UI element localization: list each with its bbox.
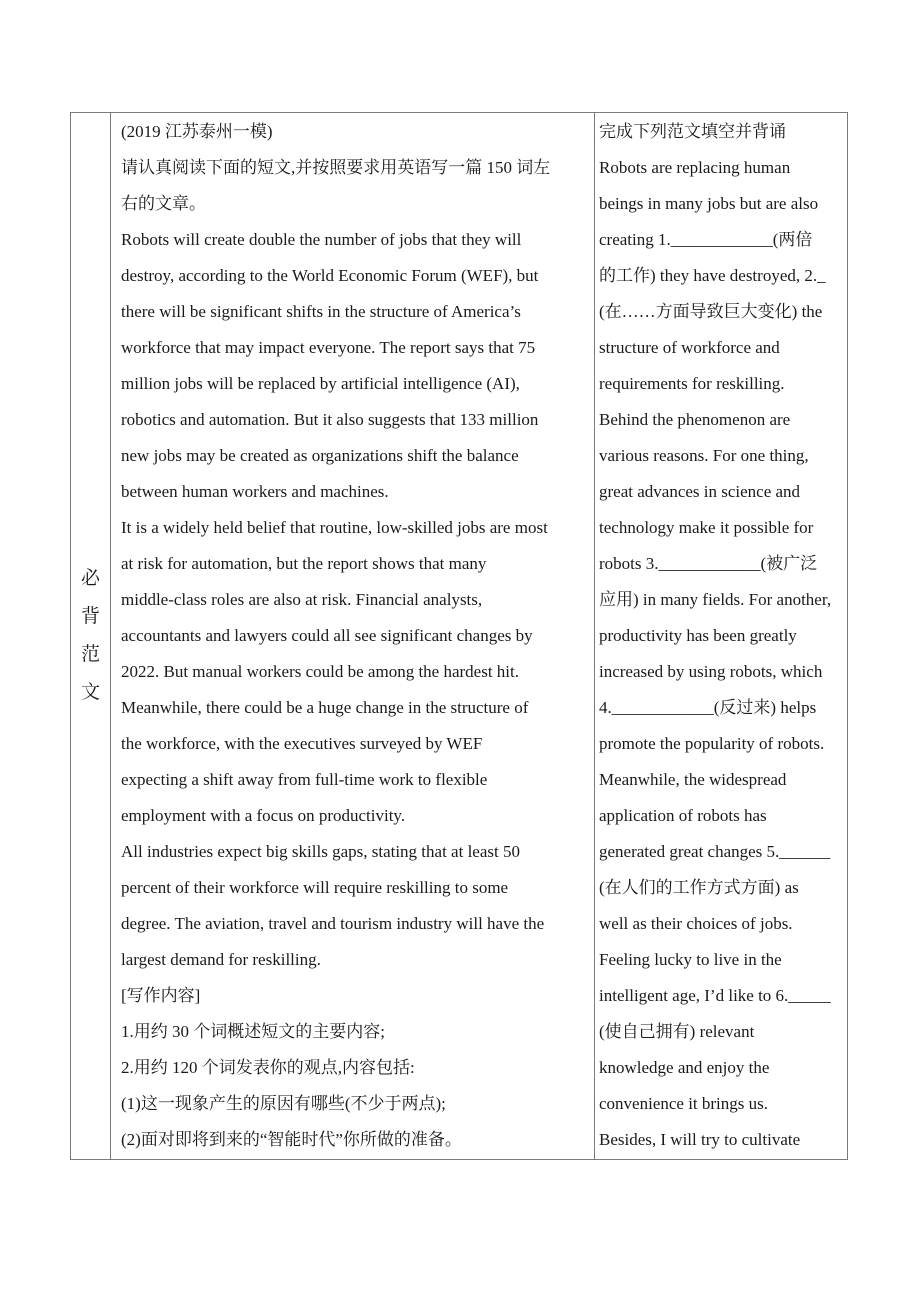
text-line: various reasons. For one thing, bbox=[599, 446, 809, 465]
row-header-char: 背 bbox=[80, 606, 100, 627]
text-line: robotics and automation. But it also suggests that 133 million bbox=[121, 410, 539, 429]
text-line: accountants and lawyers could all see significant changes by bbox=[121, 626, 533, 645]
text-line: Robots are replacing human bbox=[599, 158, 791, 177]
row-header-char: 必 bbox=[80, 568, 100, 589]
text-line: increased by using robots, which bbox=[599, 662, 823, 681]
text-line: robots 3.____________(被广泛 bbox=[599, 554, 818, 573]
text-line: new jobs may be created as organizations shift the balance bbox=[121, 446, 519, 465]
text-line: 应用) in many fields. For another, bbox=[599, 590, 832, 609]
text-line: [写作内容] bbox=[121, 986, 201, 1005]
text-line: promote the popularity of robots. bbox=[599, 734, 825, 753]
text-line: intelligent age, I’d like to 6._____ bbox=[599, 986, 831, 1005]
text-line: convenience it brings us. bbox=[599, 1094, 769, 1113]
text-line: knowledge and enjoy the bbox=[599, 1058, 770, 1077]
text-line: (在人们的工作方式方面) as bbox=[599, 878, 799, 897]
text-line: 4.____________(反过来) helps bbox=[599, 698, 817, 717]
text-line: million jobs will be replaced by artificial intelligence (AI), bbox=[121, 374, 520, 393]
text-line: 2.用约 120 个词发表你的观点,内容包括: bbox=[121, 1058, 415, 1077]
text-line: at risk for automation, but the report shows that many bbox=[121, 554, 487, 573]
text-line: destroy, according to the World Economic Forum (WEF), but bbox=[121, 266, 539, 285]
text-line: 请认真阅读下面的短文,并按照要求用英语写一篇 150 词左 bbox=[121, 158, 551, 177]
text-line: largest demand for reskilling. bbox=[121, 950, 321, 969]
writing-task-cell bbox=[111, 113, 595, 1159]
exercise-table bbox=[70, 112, 848, 1160]
text-line: (使自己拥有) relevant bbox=[599, 1022, 755, 1041]
text-line: It is a widely held belief that routine, low-skilled jobs are most bbox=[121, 518, 548, 537]
text-line: great advances in science and bbox=[599, 482, 801, 501]
row-header-char: 文 bbox=[80, 682, 100, 703]
text-line: workforce that may impact everyone. The report says that 75 bbox=[121, 338, 536, 357]
text-line: 的工作) they have destroyed, 2._ bbox=[599, 266, 826, 285]
text-line: there will be significant shifts in the structure of America’s bbox=[121, 302, 521, 321]
text-line: degree. The aviation, travel and tourism industry will have the bbox=[121, 914, 545, 933]
text-line: 2022. But manual workers could be among the hardest hit. bbox=[121, 662, 519, 681]
text-line: (2019 江苏泰州一模) bbox=[121, 122, 273, 141]
row-header-char: 范 bbox=[80, 644, 100, 665]
model-essay-cell bbox=[595, 113, 847, 1159]
row-header-cell bbox=[71, 113, 111, 1159]
text-line: the workforce, with the executives surveyed by WEF bbox=[121, 734, 483, 753]
text-line: Besides, I will try to cultivate bbox=[599, 1130, 801, 1149]
text-line: structure of workforce and bbox=[599, 338, 780, 357]
text-line: Meanwhile, the widespread bbox=[599, 770, 787, 789]
text-line: Behind the phenomenon are bbox=[599, 410, 791, 429]
text-line: (1)这一现象产生的原因有哪些(不少于两点); bbox=[121, 1094, 446, 1113]
text-line: Meanwhile, there could be a huge change in the structure of bbox=[121, 698, 529, 717]
text-line: All industries expect big skills gaps, stating that at least 50 bbox=[121, 842, 520, 861]
text-line: requirements for reskilling. bbox=[599, 374, 785, 393]
text-line: 右的文章。 bbox=[121, 194, 206, 213]
text-line: (2)面对即将到来的“智能时代”你所做的准备。 bbox=[121, 1130, 462, 1149]
text-line: between human workers and machines. bbox=[121, 482, 389, 501]
text-line: generated great changes 5.______ bbox=[599, 842, 831, 861]
text-line: (在……方面导致巨大变化) the bbox=[599, 302, 823, 321]
text-line: 完成下列范文填空并背诵 bbox=[599, 122, 786, 141]
text-line: percent of their workforce will require reskilling to some bbox=[121, 878, 509, 897]
text-line: application of robots has bbox=[599, 806, 767, 825]
text-line: technology make it possible for bbox=[599, 518, 814, 537]
text-line: well as their choices of jobs. bbox=[599, 914, 793, 933]
text-line: employment with a focus on productivity. bbox=[121, 806, 406, 825]
text-line: Feeling lucky to live in the bbox=[599, 950, 782, 969]
text-line: beings in many jobs but are also bbox=[599, 194, 819, 213]
text-line: Robots will create double the number of jobs that they will bbox=[121, 230, 522, 249]
text-line: expecting a shift away from full-time work to flexible bbox=[121, 770, 488, 789]
text-line: middle-class roles are also at risk. Financial analysts, bbox=[121, 590, 483, 609]
text-line: creating 1.____________(两倍 bbox=[599, 230, 813, 249]
text-line: productivity has been greatly bbox=[599, 626, 797, 645]
text-line: 1.用约 30 个词概述短文的主要内容; bbox=[121, 1022, 385, 1041]
